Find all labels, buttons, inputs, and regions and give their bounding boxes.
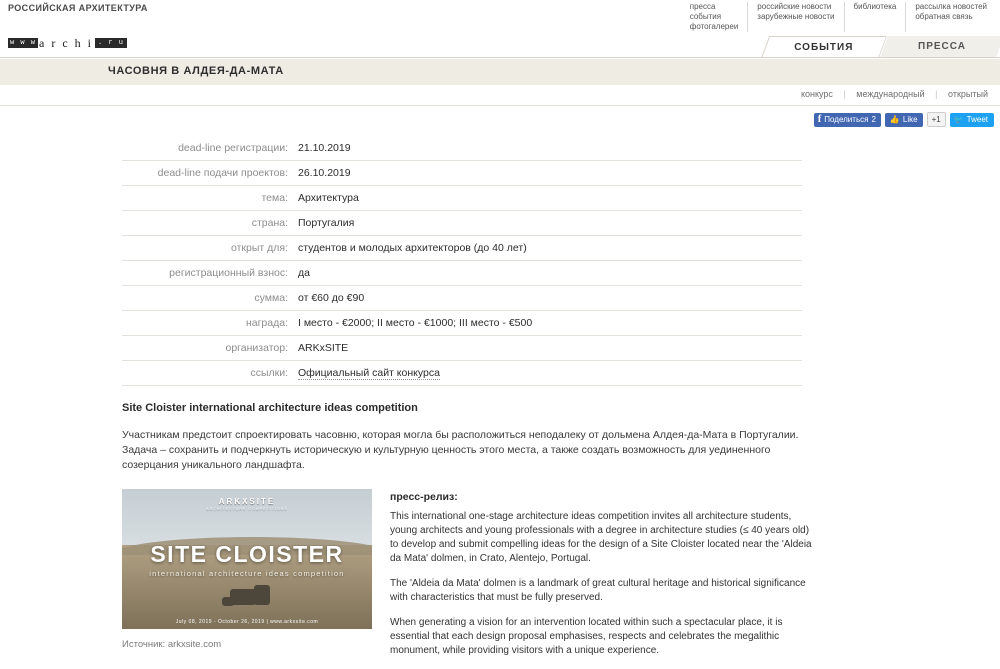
info-value: 21.10.2019 [298, 142, 351, 154]
category-otkrytyy[interactable]: открытый [948, 89, 988, 99]
top-nav-group-3 [844, 2, 906, 32]
social-buttons [814, 112, 994, 127]
page-title-band [0, 58, 1000, 85]
facebook-share-count: 2 [871, 114, 876, 124]
facebook-like-button[interactable] [885, 113, 923, 127]
info-key: ссылки: [250, 367, 288, 379]
table-row [122, 211, 802, 236]
competition-info-table [122, 136, 802, 386]
press-release-paragraph: When generating a vision for an intervention located within such a spectacular place, it is essential that each design proposal emphasises, respects and celebrates the megalithic monument, while providing visitors with a unique experience. [390, 617, 783, 656]
top-nav-group-4 [905, 2, 996, 32]
logo-tld: . r u [95, 38, 127, 48]
press-release-paragraph: This international one-stage architecture ideas competition invites all architecture students, young architects and young professionals with a degree in architecture studies (≤ 40 years old) to develop and submit compelling ideas for the design of a Site Cloister located near the 'Aldeia da Mata' dolmen, in Crato, Alentejo, Portugal. [390, 511, 812, 564]
poster-column [122, 489, 372, 669]
main-tabs [765, 36, 1000, 58]
source-link[interactable]: arkxsite.com [167, 639, 222, 650]
official-site-link[interactable]: Официальный сайт конкурса [298, 367, 440, 379]
social-bar [0, 106, 1000, 132]
top-nav-group-1 [681, 2, 748, 32]
press-release-title: пресс-релиз: [390, 491, 458, 503]
table-row [122, 261, 802, 286]
top-link-foreign-news[interactable]: зарубежные новости [757, 12, 835, 21]
poster-subtitle: international architecture ideas competition [149, 569, 345, 578]
poster-brand-sub: ARCHITECTURE COMPETITIONS [206, 507, 288, 511]
info-value: от €60 до €90 [298, 292, 365, 304]
site-logo[interactable] [8, 36, 127, 50]
facebook-like-label: Like [902, 114, 918, 124]
page-title: ЧАСОВНЯ В АЛДЕЯ-ДА-МАТА [108, 65, 284, 77]
info-value: ARKxSITE [298, 342, 349, 354]
tab-pressa-label: ПРЕССА [918, 41, 966, 52]
top-link-newsletter[interactable]: рассылка новостей [915, 2, 987, 11]
category-bar [0, 85, 1000, 106]
article-subhead: Site Cloister international architecture ideas competition [122, 402, 418, 414]
top-nav-links [681, 2, 996, 32]
poster-dolmen-rock-3 [222, 597, 234, 606]
tweet-label: Tweet [966, 114, 988, 124]
info-key: награда: [245, 317, 288, 329]
info-key: dead-line подачи проектов: [157, 167, 288, 179]
tab-pressa[interactable] [879, 36, 1000, 58]
twitter-tweet-button[interactable] [950, 113, 994, 127]
poster-footer: July 08, 2019 - October 26, 2019 | www.arkxsite.com [175, 619, 319, 625]
top-link-russian-news[interactable]: российские новости [757, 2, 832, 11]
top-nav-group-2 [747, 2, 843, 32]
info-value-link [298, 361, 802, 386]
info-key: страна: [251, 217, 288, 229]
top-link-pressa[interactable]: пресса [689, 2, 716, 11]
article-columns [122, 489, 812, 669]
table-row [122, 286, 802, 311]
category-list [797, 89, 992, 99]
article-lead: Участникам предстоит спроектировать часовню, которая могла бы расположиться неподалеку от дольмена Алдея-да-Мата в Португалии. Задача – сохранить и подчеркнуть историческую и культурную ценность этого места, а также создать возможность для уединенного созерцания уникального ландшафта. [122, 429, 799, 471]
tab-sobytiya-label: СОБЫТИЯ [794, 42, 854, 53]
table-row [122, 336, 802, 361]
info-key: сумма: [254, 292, 288, 304]
facebook-icon: f [817, 113, 822, 125]
poster-title: SITE CLOISTER [150, 541, 344, 567]
info-value: да [298, 267, 310, 279]
source-label: Источник: [122, 639, 166, 650]
logo-www: w w w [10, 39, 37, 47]
top-link-library[interactable]: библиотека [853, 2, 897, 11]
poster-dolmen-rock-2 [254, 585, 270, 605]
facebook-share-label: Поделиться [824, 114, 869, 124]
table-row [122, 186, 802, 211]
category-separator-2: | [935, 89, 938, 99]
logo-and-tabs-row [0, 36, 1000, 58]
top-bar [0, 0, 1000, 36]
google-plus-one-button[interactable]: +1 [927, 112, 946, 127]
press-release-paragraph: The 'Aldeia da Mata' dolmen is a landmark of great cultural heritage and historical significance with characteristics that must be fully preserved. [390, 578, 806, 603]
info-key: открыт для: [231, 242, 288, 254]
facebook-share-button[interactable] [814, 113, 881, 127]
site-brand: РОССИЙСКАЯ АРХИТЕКТУРА [8, 3, 148, 13]
info-key: организатор: [225, 342, 288, 354]
table-row [122, 311, 802, 336]
source-line [122, 639, 372, 650]
competition-poster-image[interactable] [122, 489, 372, 629]
tab-sobytiya[interactable] [761, 36, 887, 59]
info-value: Архитектура [298, 192, 359, 204]
article-body [122, 402, 812, 669]
bird-icon: 🐦 [953, 114, 964, 124]
info-key: dead-line регистрации: [178, 142, 288, 154]
top-link-feedback[interactable]: обратная связь [915, 12, 973, 21]
top-link-sobytiya[interactable]: события [689, 12, 722, 21]
info-value: Португалия [298, 217, 355, 229]
category-konkurs[interactable]: конкурс [800, 89, 833, 99]
category-separator-1: | [843, 89, 846, 99]
info-value: I место - €2000; II место - €1000; III место - €500 [298, 317, 533, 329]
table-row [122, 136, 802, 161]
info-value: студентов и молодых архитекторов (до 40 лет) [298, 242, 527, 254]
poster-brand [122, 497, 372, 511]
thumbs-up-icon: 👍 [889, 114, 900, 124]
table-row [122, 236, 802, 261]
top-link-fotogalerei[interactable]: фотогалереи [689, 22, 739, 31]
info-value: 26.10.2019 [298, 167, 351, 179]
table-row [122, 361, 802, 386]
press-release-column [390, 489, 812, 669]
table-row [122, 161, 802, 186]
category-mezhdunarodnyy[interactable]: международный [856, 89, 925, 99]
content-area [0, 136, 1000, 669]
info-key: тема: [261, 192, 288, 204]
poster-brand-name: ARKXSITE [218, 497, 276, 506]
info-key: регистрационный взнос: [169, 267, 288, 279]
logo-word: a r c h i [39, 35, 93, 50]
